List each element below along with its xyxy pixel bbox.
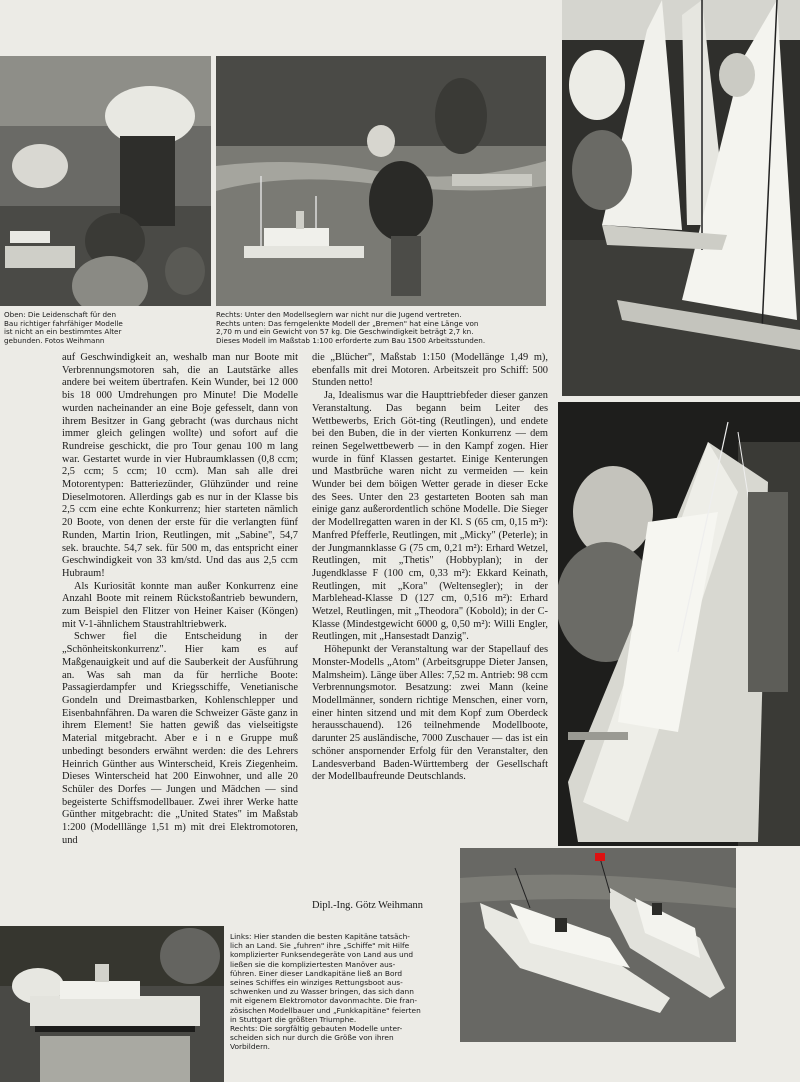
- paragraph: Höhepunkt der Veranstaltung war der Stapellauf des Monster-Modells „Atom" (Arbeitsgruppe Dieter Jansen, Malmsheim). Länge über Alles: 7,52 m. Antrieb: 98 ccm Verbrennungsmotor. Besatzung: zwei Mann (keine Modellmänner, sondern richtige Menschen, einer vorn, einer hinten sitzend und mit dem Kopf zum Oberdeck herausschauend). 126 teilnehmende Modellboote, darunter 25 ausländische, 7000 Zuschauer — das ist ein schöner anspornender Erfolg für den Veranstalter, den Landesverband Baden-Württemberg der Gesellschaft der Modellbaufreunde Deutschlands.: [312, 644, 548, 783]
- caption-line: Bau richtiger fahrfähiger Modelle: [4, 318, 123, 328]
- caption-line: ließen sie die kompliziertesten Manöver aus-: [230, 959, 396, 969]
- signature: Dipl.-Ing. Götz Weihmann: [312, 900, 423, 911]
- paragraph: auf Geschwindigkeit an, weshalb man nur Boote mit Verbrennungsmotoren sah, die an Lautstärke alles andere bei weitem übertrafen. Kein Wunder, bei 12 000 bis 18 000 Umdrehungen pro Minute! Die Modelle wurden nacheinander an eine Boje gefesselt, dann von ihrem Besitzer in Gang gebracht (was durchaus nicht immer gleich gelingen wollte) und sofort auf die Rundreise geschickt, die pro Tour genau 100 m lang war. Gestartet wurde in vier Hubraumklassen (0,8 ccm; 2,5 ccm; 5 ccm; 10 ccm). Man sah alle drei Motorentypen: Batteriezünder, Glühzünder und reine Dieselmotoren. Allerdings gab es nur in der Klasse bis 2,5 ccm eine echte Konkurrenz; hier starteten nämlich 20 Boote, von denen der erste für die verlangten fünf Runden, Martin Irion, Reutlingen, mit „Sabine", 54,7 sek. brauchte. 54,7 sek. für 500 m, das entspricht einer Geschwindigkeit von 33 km/std. Und das aus 2,5 ccm Hubraum!: [62, 352, 298, 579]
- caption-line: komplizierter Funksendegeräte von Land aus und: [230, 950, 414, 960]
- caption-line: 2,70 m und ein Gewicht von 57 kg. Die Geschwindigkeit beträgt 2,7 kn.: [216, 327, 474, 337]
- caption-line: Rechts: Unter den Modellseglern war nicht nur die Jugend vertreten.: [216, 310, 462, 319]
- paragraph: Als Kuriosität konnte man außer Konkurrenz eine Anzahl Boote mit reinem Rückstoßantrieb bewundern, zum Beispiel den Flitzer von Heiner Kaiser (Köngen) mit V-1-ähnlichem Staustrahltriebwerk.: [62, 580, 298, 630]
- caption-line: Oben: Die Leidenschaft für den: [4, 310, 117, 319]
- article-column-1: [62, 352, 298, 924]
- photo-lake-model-launch: [216, 56, 546, 306]
- photo-sailboat-models: [562, 0, 800, 396]
- paragraph: Schwer fiel die Entscheidung in der „Schönheitskonkurrenz". Hier kam es auf Maßgenauigkeit und auf die Sauberkeit der Ausführung an. Was sah man da für herrliche Boote: Passagierdampfer und Kriegsschiffe, Venetianische Gondeln und Dreimastbarken, Kohlenschlepper und Eisenbahnfähren. Da waren die Schweizer Gäste ganz in ihrem Element! Sie hatten gewiß das vielseitigste Material mitgebracht. Aber e i n e Gruppe muß unbedingt besonders erwähnt werden: die des Lehrers Heinrich Günther aus Winterscheid, Kreis Ziegenheim. Dieses Winterscheid hat 200 Einwohner, und alle 20 Schüler des Dorfes — Jungen und Mädchen — sind begeisterte Schiffsmodellbauer. Zwei ihrer Werke hatte Günther mitgebracht: die „United States" im Maßstab 1:200 (Modelllänge 1,51 m) mit drei Elektromotoren, und: [62, 631, 298, 846]
- caption-line: in Stuttgart die größten Triumphe.: [230, 1014, 357, 1024]
- photo-radio-control-captains: [0, 926, 224, 1082]
- caption-top-left: [4, 311, 213, 345]
- caption-line: mit eigenem Elektromotor davonmachte. Die fran-: [230, 996, 418, 1006]
- caption-line: scheiden sich nur durch die Größe von ihren: [230, 1033, 394, 1043]
- article-column-2: [312, 352, 548, 914]
- caption-line: lich an Land. Sie „fuhren" ihre „Schiffe" mit Hilfe: [230, 941, 410, 951]
- caption-line: Rechts unten: Das ferngelenkte Modell der „Bremen" hat eine Länge von: [216, 318, 479, 328]
- author-signature: [312, 900, 462, 914]
- caption-line: Rechts: Die sorgfältig gebauten Modelle unter-: [230, 1024, 403, 1034]
- caption-bottom: [230, 932, 456, 1052]
- caption-line: gebunden. Fotos Weihmann: [4, 335, 105, 345]
- paragraph: die „Blücher", Maßstab 1:150 (Modellänge 1,49 m), ebenfalls mit drei Motoren. Arbeitszeit pro Schiff: 500 Stunden netto!: [312, 352, 548, 389]
- caption-line: Vorbildern.: [230, 1042, 271, 1052]
- caption-line: ist nicht an ein bestimmtes Alter: [4, 327, 122, 337]
- photo-bremen-model: [558, 402, 800, 846]
- caption-line: Links: Hier standen die besten Kapitäne tatsäch-: [230, 932, 410, 941]
- paragraph: Ja, Idealismus war die Haupttriebfeder dieser ganzen Veranstaltung. Das begann beim Leiter des Wettbewerbs, Erich Göt-ting (Reutlingen), und endete bei den Buben, die in der vierten Konkurrenz — dem reinen Segelwettbewerb — in den Kampf zogen. Hier wurde in fünf Klassen gestartet. Einige Kenterungen und Mastbrüche waren nicht zu vermeiden — kein Wunder bei dem böigen Wetter gerade in dieser Ecke des Sees. Unter den 23 gestarteten Booten sah man einige ganz außerordentlich schöne Modelle. Die Sieger der Modellregatten waren in der Kl. S (65 cm, 0,15 m²): Manfred Pfefferle, Reutlingen, mit „Micky" (Peterle); in der Jungmannklasse G (75 cm, 0,21 m²): Erhard Wetzel, Reutlingen, mit „Thetis" (Hobbyplan); in der Jugendklasse F (100 cm, 0,33 m²): Ekkard Keinath, Reutlingen, mit „Kora" (Weltensegler); in der Marblehead-Klasse D (127 cm, 0,516 m²): Erhard Wetzel, Reutlingen, mit „Theodora" (Kobold); in der C-Klasse (Mindestgewicht 6000 g, 0,50 m²): Willi Engler, Reutlingen, mit „Hansestadt Danzig".: [312, 390, 548, 643]
- caption-line: seines Schiffes ein winziges Rettungsboot aus-: [230, 978, 403, 988]
- caption-line: schwenken und zu Wasser bringen, das sich dann: [230, 987, 414, 997]
- caption-top-right: [216, 311, 548, 345]
- caption-line: Dieses Modell im Maßstab 1:100 erforderte zum Bau 1500 Arbeitsstunden.: [216, 335, 486, 345]
- caption-line: führen. Einer dieser Landkapitäne ließ an Bord: [230, 968, 403, 978]
- photo-youth-with-models: [0, 56, 211, 306]
- caption-line: zösischen Modellbauer und „Funkkapitäne" feierten: [230, 1005, 421, 1015]
